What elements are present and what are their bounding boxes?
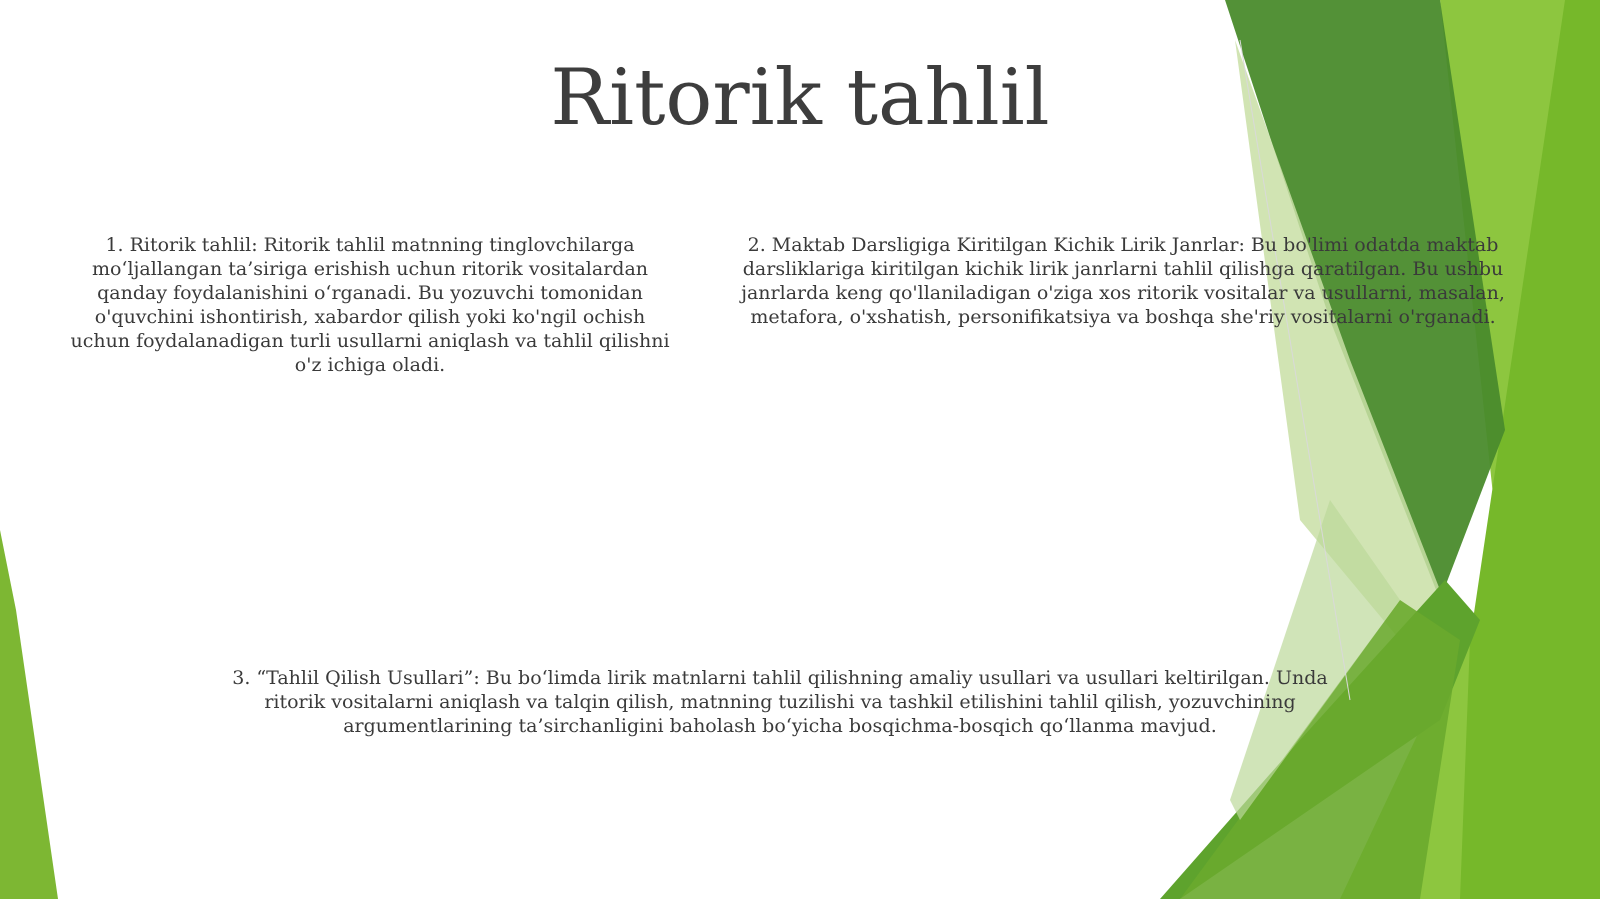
paragraph-kichik-lirik-janrlar: 2. Maktab Darsligiga Kiritilgan Kichik Lirik Janrlar: Bu bo'limi odatda maktab darsliklariga kiritilgan kichik lirik janrlarni tahlil qilishga qaratilgan. Bu ushbu janrlarda keng qo'llaniladigan o'ziga xos ritorik vositalar va usullarni, masalan, metafora, o'xshatish, personifikatsiya va boshqa she'riy vositalarni o'rganadi.: [741, 234, 1505, 328]
paragraph-tahlil-qilish-usullari: 3. “Tahlil Qilish Usullari”: Bu bo‘limda lirik matnlarni tahlil qilishning amaliy usullari va usullari keltirilgan. Unda ritorik vositalarni aniqlash va talqin qilish, matnning tuzilishi va tashkil etilishini tahlil qilish, yozuvchining argumentlarining ta’sirchanligini baholash bo‘yicha bosqichma-bosqich qo‘llanma mavjud.: [232, 667, 1328, 737]
slide-title: Ritorik tahlil: [550, 53, 1050, 143]
left-green-shape: [0, 530, 58, 899]
paragraph-ritorik-tahlil: 1. Ritorik tahlil: Ritorik tahlil matnning tinglovchilarga mo‘ljallangan ta’siriga erishish uchun ritorik vositalardan qanday foydalanishini o‘rganadi. Bu yozuvchi tomonidan o'quvchini ishontirish, xabardor qilish yoki ko'ngil ochish uchun foydalanadigan turli usullarni aniqlash va tahlil qilishni o'z ichiga oladi.: [70, 234, 670, 376]
